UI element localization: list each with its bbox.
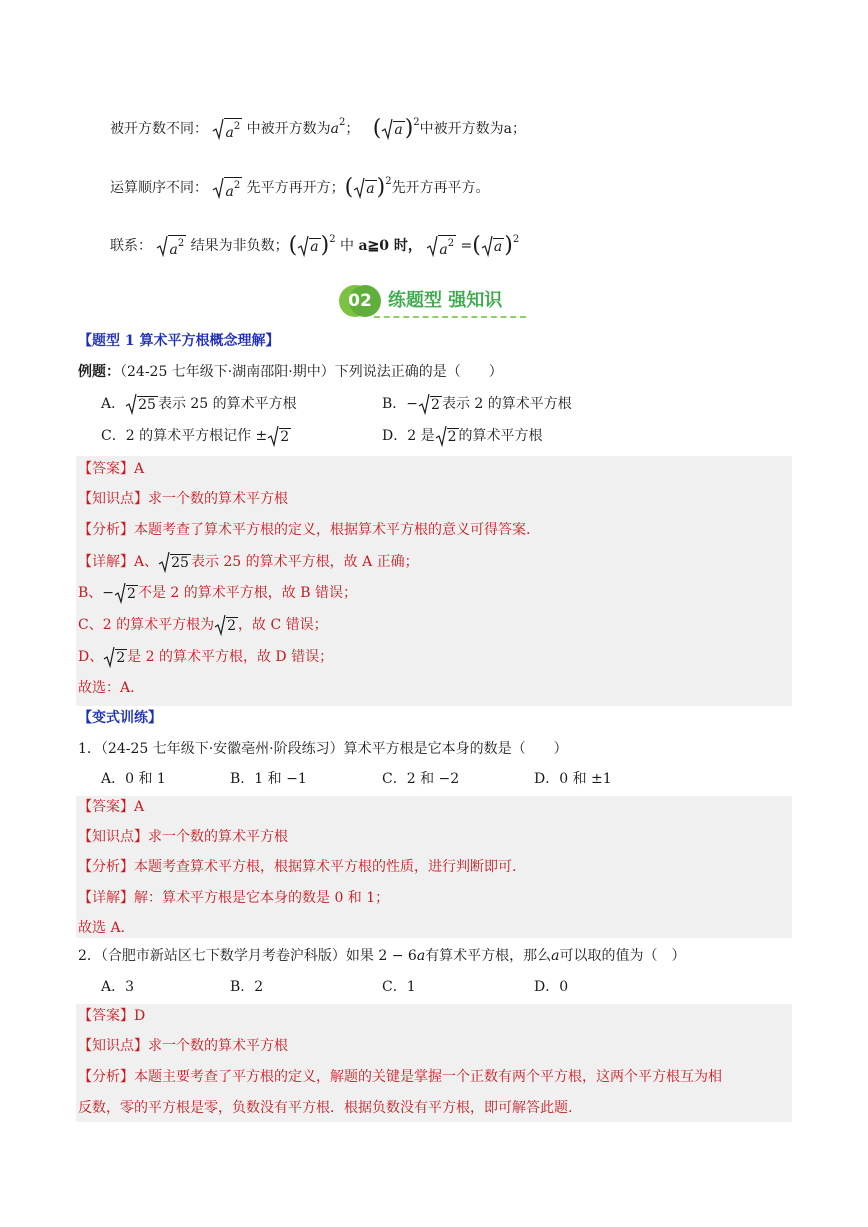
exp: 2 xyxy=(385,176,392,187)
option-letter: D． xyxy=(382,428,408,444)
detail: 【详解】解：算术平方根是它本身的数是 0 和 1； xyxy=(78,890,390,906)
type-heading: 【题型 1 算术平方根概念理解】 xyxy=(78,333,280,349)
detail-a xyxy=(78,551,419,573)
sqrt-2 xyxy=(214,614,238,636)
text: 是 2 的算术平方根，故 D 错误； xyxy=(127,649,334,665)
var-a: a xyxy=(416,948,426,964)
sqrt-2 xyxy=(103,646,127,668)
q2-option-d: D．0 xyxy=(534,979,569,995)
text: 2．（合肥市新站区七下数学月考卷沪科版）如果 2 − 6 xyxy=(78,948,417,964)
sqrt-2 xyxy=(418,393,442,415)
paren-open: ( xyxy=(344,175,354,200)
var-a: a xyxy=(366,180,375,197)
text: 不是 2 的算术平方根，故 B 错误； xyxy=(137,585,357,601)
section-banner xyxy=(338,284,528,320)
radicand: 2 xyxy=(431,396,440,413)
option-b xyxy=(382,393,572,415)
paren-close: ) xyxy=(320,233,330,258)
option-text: 的算术平方根 xyxy=(458,428,543,444)
var-a: a xyxy=(330,121,339,137)
minus-sign: − xyxy=(102,585,115,601)
section-number: 02 xyxy=(348,291,372,311)
exp: 2 xyxy=(512,234,520,245)
detail-d xyxy=(78,646,333,668)
q1-option-d: D．0 和 ±1 xyxy=(534,771,612,787)
sqrt-2 xyxy=(267,425,291,447)
example-stem xyxy=(78,362,503,382)
q2-option-c: C．1 xyxy=(382,979,416,995)
sqrt-a-squared xyxy=(426,235,456,258)
knowledge-point: 【知识点】求一个数的算术平方根 xyxy=(78,491,288,507)
sqrt-a-squared xyxy=(212,177,242,200)
sqrt-a xyxy=(481,235,504,257)
section-title: 练题型 强知识 xyxy=(388,290,503,311)
text: ，故 C 错误； xyxy=(238,617,328,633)
variant-heading: 【变式训练】 xyxy=(78,710,162,726)
text: a； xyxy=(503,121,527,137)
var-a: a xyxy=(493,238,503,255)
option-text: 2 是 xyxy=(407,428,435,444)
example-label: 例题： xyxy=(78,364,120,380)
radicand: 2 xyxy=(127,585,136,602)
text: 结果为非负数； xyxy=(190,238,289,254)
text: 可以取的值为（ ） xyxy=(559,948,686,964)
answer-block-q2 xyxy=(76,1004,792,1122)
q1-stem: 1．（24-25 七年级下·安徽亳州·阶段练习）算术平方根是它本身的数是（ ） xyxy=(78,741,568,757)
text: 中 xyxy=(340,238,355,254)
sqrt-2 xyxy=(114,582,138,604)
exp: 2 xyxy=(329,234,336,245)
text: 先开方再平方。 xyxy=(391,180,490,196)
minus-sign: − xyxy=(406,396,419,412)
sqrt-2 xyxy=(435,425,459,447)
exp: 2 xyxy=(177,237,185,249)
paren-open: ( xyxy=(372,116,382,141)
q2-option-b: B．2 xyxy=(230,979,264,995)
option-c xyxy=(101,425,291,447)
paren-close: ) xyxy=(376,175,386,200)
sqrt-a-squared xyxy=(156,235,186,258)
var-a: a xyxy=(551,948,560,964)
analysis: 【分析】本题主要考查了平方根的定义，解题的关键是掌握一个正数有两个平方根，这两个平方根互为相 xyxy=(78,1069,722,1085)
q2-stem xyxy=(78,946,686,966)
answer-line: 【答案】A xyxy=(78,799,145,815)
option-d xyxy=(382,425,543,447)
sqrt-a xyxy=(381,118,404,140)
sqrt-25 xyxy=(125,393,158,415)
compare-order-line xyxy=(110,172,490,200)
answer-block-example xyxy=(76,456,792,706)
option-text: 表示 25 的算术平方根 xyxy=(157,396,297,412)
radicand: 2 xyxy=(447,428,457,445)
analysis: 【分析】本题考查了算术平方根的定义，根据算术平方根的意义可得答案. xyxy=(78,522,531,538)
option-letter: C． xyxy=(101,428,126,444)
text: 中被开方数为 xyxy=(246,121,331,137)
option-letter: A． xyxy=(101,396,126,412)
q2-option-a: A．3 xyxy=(101,979,135,995)
final-choice: 故选：A. xyxy=(78,680,135,696)
paren-open: ( xyxy=(472,233,481,258)
text: 有算术平方根，那么 xyxy=(425,948,552,964)
option-text: 表示 2 的算术平方根 xyxy=(441,396,572,412)
exp: 2 xyxy=(233,179,241,191)
sqrt-25 xyxy=(158,551,191,573)
detail-b xyxy=(78,582,357,604)
exp: 2 xyxy=(233,120,241,132)
paren-close: ) xyxy=(404,116,414,141)
sqrt-a xyxy=(353,177,376,199)
q1-option-c: C．2 和 −2 xyxy=(382,771,460,787)
knowledge-point: 【知识点】求一个数的算术平方根 xyxy=(78,829,288,845)
var-a: a xyxy=(394,121,403,138)
label-text: 联系： xyxy=(110,238,152,254)
option-a xyxy=(101,393,297,415)
q1-option-b: B．1 和 −1 xyxy=(230,771,307,787)
exp: 2 xyxy=(339,117,346,128)
exp: 2 xyxy=(447,237,455,249)
answer-block-q1 xyxy=(76,796,792,938)
text: B、 xyxy=(78,585,103,601)
radicand: 25 xyxy=(138,396,156,413)
sqrt-a xyxy=(297,235,320,257)
text: C、2 的算术平方根为 xyxy=(78,617,215,633)
section-underline xyxy=(374,316,526,318)
detail-c xyxy=(78,614,328,636)
var-a: a xyxy=(439,241,448,258)
example-stem-text: （24-25 七年级下·湖南邵阳·期中）下列说法正确的是（ ） xyxy=(120,364,503,380)
answer-line: 【答案】D xyxy=(78,1008,146,1024)
radicand: 2 xyxy=(280,428,290,445)
analysis: 【分析】本题考查算术平方根，根据算术平方根的性质，进行判断即可. xyxy=(78,859,517,875)
text: 【详解】A、 xyxy=(78,554,159,570)
option-letter: B． xyxy=(382,396,407,412)
radicand: 25 xyxy=(171,554,189,571)
text: ； xyxy=(345,121,360,137)
compare-radicand-line xyxy=(110,113,526,141)
paren-close: ) xyxy=(504,233,513,258)
relation-line: 联系： $a^2$ 结果为非负数；( a)$^2$ 中 a≧0 时， $a^2$ =( a)$^2$ xyxy=(110,233,520,258)
option-text: 2 的算术平方根记作 ± xyxy=(125,428,268,444)
exp: 2 xyxy=(413,117,420,128)
paren-open: ( xyxy=(288,233,298,258)
radicand: 2 xyxy=(227,617,236,634)
text: 表示 25 的算术平方根，故 A 正确； xyxy=(190,554,419,570)
text: D、 xyxy=(78,649,104,665)
answer-line: 【答案】A xyxy=(78,461,145,477)
knowledge-point: 【知识点】求一个数的算术平方根 xyxy=(78,1038,288,1054)
var-a: a xyxy=(169,241,178,258)
text: 先平方再开方； xyxy=(246,180,345,196)
radicand: 2 xyxy=(116,649,126,666)
q1-option-a: A．0 和 1 xyxy=(101,771,166,787)
final-choice: 故选 A. xyxy=(78,920,126,936)
var-a: a xyxy=(310,238,319,255)
sqrt-a-squared xyxy=(212,118,242,141)
condition-text: a≧0 时， xyxy=(358,238,422,254)
label-text: 运算顺序不同： xyxy=(110,180,208,196)
var-a: a xyxy=(225,124,234,141)
analysis-cont: 反数，零的平方根是零，负数没有平方根．根据负数没有平方根，即可解答此题. xyxy=(78,1100,573,1116)
label-text: 被开方数不同： xyxy=(110,121,208,137)
text: 中被开方数为 xyxy=(419,121,504,137)
var-a: a xyxy=(225,183,234,200)
